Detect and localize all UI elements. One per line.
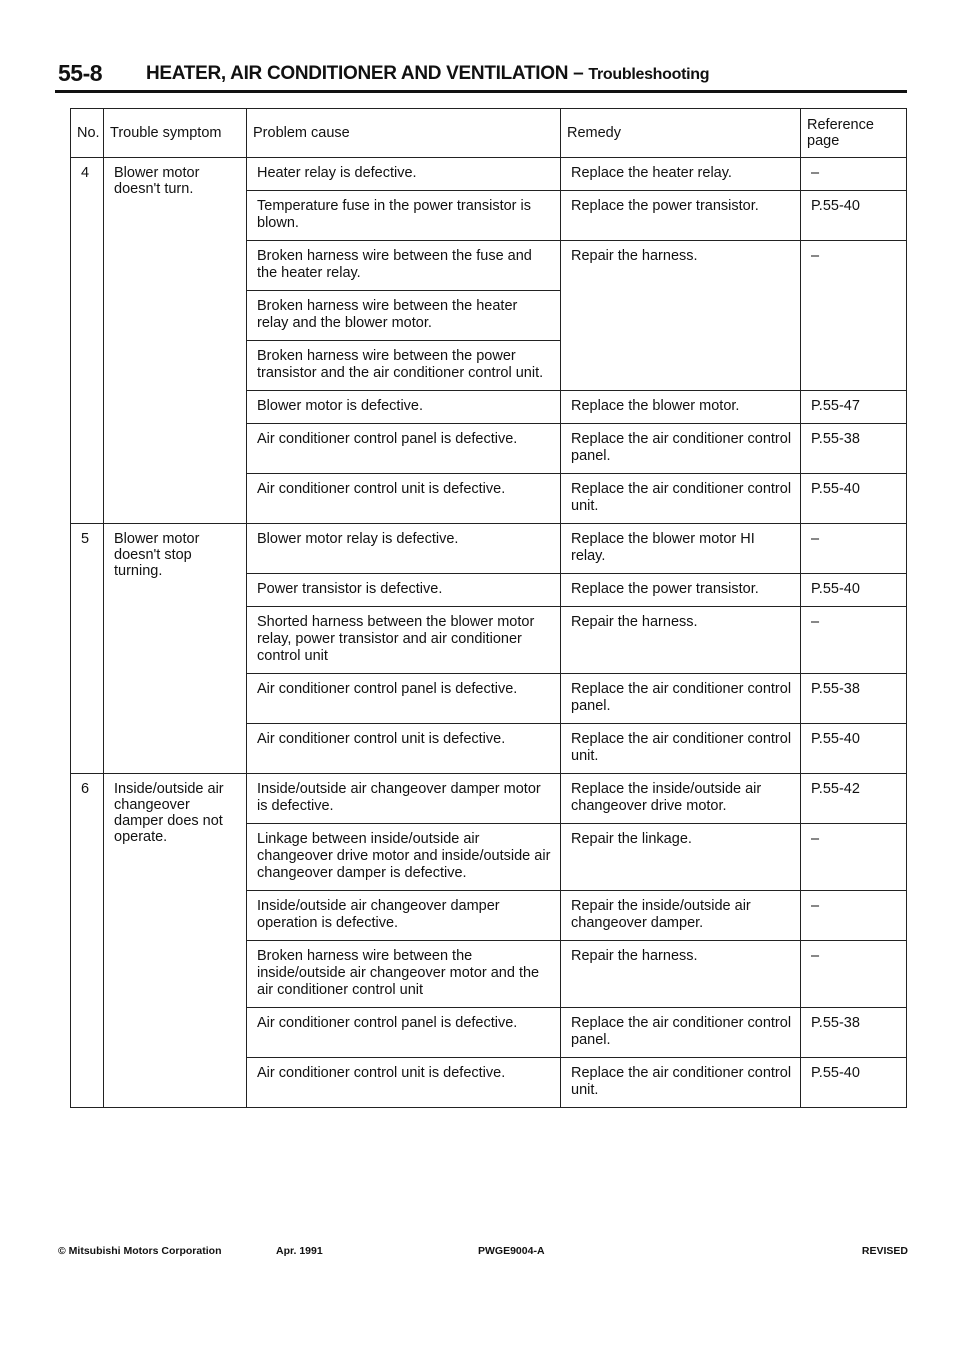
remedy: Repair the inside/outside air changeover damper. [561, 891, 801, 941]
remedy: Replace the air conditioner control panel. [561, 1008, 801, 1058]
troubleshooting-table [70, 108, 907, 1108]
footer-status: REVISED [861, 1245, 908, 1257]
page-footer [58, 1245, 908, 1261]
section-number: 55-8 [58, 60, 103, 86]
title-main: HEATER, AIR CONDITIONER AND VENTILATION [146, 63, 569, 84]
table-row [71, 774, 907, 824]
trouble-number: 5 [71, 524, 104, 774]
reference-page: P.55-40 [801, 191, 907, 241]
reference-page: P.55-38 [801, 424, 907, 474]
reference-page: P.55-42 [801, 774, 907, 824]
header-reference-page: Reference page [801, 109, 907, 158]
title-separator: – [573, 63, 584, 84]
reference-page: – [801, 241, 907, 391]
table-header-row [71, 109, 907, 158]
reference-page: P.55-38 [801, 674, 907, 724]
problem-cause: Linkage between inside/outside air changeover drive motor and inside/outside air changeover damper is defective. [247, 824, 561, 891]
table-row [71, 524, 907, 574]
trouble-symptom: Inside/outside air changeover damper does not operate. [104, 774, 247, 1108]
remedy: Replace the air conditioner control panel. [561, 674, 801, 724]
header-trouble-symptom: Trouble symptom [104, 109, 247, 158]
reference-page: P.55-40 [801, 574, 907, 607]
problem-cause: Power transistor is defective. [247, 574, 561, 607]
remedy: Repair the linkage. [561, 824, 801, 891]
remedy: Replace the air conditioner control unit. [561, 1058, 801, 1108]
reference-page: P.55-38 [801, 1008, 907, 1058]
footer-copyright: © Mitsubishi Motors Corporation [58, 1245, 222, 1257]
problem-cause: Broken harness wire between the fuse and the heater relay. [247, 241, 561, 291]
remedy: Repair the harness. [561, 941, 801, 1008]
reference-page: P.55-40 [801, 724, 907, 774]
trouble-symptom: Blower motor doesn't stop turning. [104, 524, 247, 774]
remedy: Replace the heater relay. [561, 158, 801, 191]
remedy: Repair the harness. [561, 607, 801, 674]
problem-cause: Inside/outside air changeover damper motor is defective. [247, 774, 561, 824]
remedy: Replace the power transistor. [561, 574, 801, 607]
reference-page: P.55-40 [801, 474, 907, 524]
reference-page: – [801, 158, 907, 191]
trouble-symptom: Blower motor doesn't turn. [104, 158, 247, 524]
remedy: Replace the blower motor HI relay. [561, 524, 801, 574]
reference-page: – [801, 891, 907, 941]
problem-cause: Broken harness wire between the inside/outside air changeover motor and the air conditioner control unit [247, 941, 561, 1008]
problem-cause: Air conditioner control unit is defective. [247, 1058, 561, 1108]
remedy: Repair the harness. [561, 241, 801, 391]
reference-page: – [801, 824, 907, 891]
reference-page: P.55-47 [801, 391, 907, 424]
title-subtitle: Troubleshooting [588, 66, 710, 83]
remedy: Replace the air conditioner control unit. [561, 724, 801, 774]
page-title [146, 63, 709, 85]
problem-cause: Blower motor relay is defective. [247, 524, 561, 574]
problem-cause: Heater relay is defective. [247, 158, 561, 191]
header-problem-cause: Problem cause [247, 109, 561, 158]
remedy: Replace the air conditioner control panel. [561, 424, 801, 474]
problem-cause: Shorted harness between the blower motor relay, power transistor and air conditioner control unit [247, 607, 561, 674]
trouble-number: 4 [71, 158, 104, 524]
problem-cause: Broken harness wire between the heater relay and the blower motor. [247, 291, 561, 341]
problem-cause: Broken harness wire between the power transistor and the air conditioner control unit. [247, 341, 561, 391]
problem-cause: Inside/outside air changeover damper operation is defective. [247, 891, 561, 941]
problem-cause: Air conditioner control unit is defective. [247, 724, 561, 774]
remedy: Replace the blower motor. [561, 391, 801, 424]
header-remedy: Remedy [561, 109, 801, 158]
problem-cause: Blower motor is defective. [247, 391, 561, 424]
remedy: Replace the power transistor. [561, 191, 801, 241]
reference-page: – [801, 524, 907, 574]
reference-page: – [801, 941, 907, 1008]
trouble-number: 6 [71, 774, 104, 1108]
header-rule [55, 90, 907, 93]
table-row [71, 158, 907, 191]
problem-cause: Air conditioner control panel is defective. [247, 1008, 561, 1058]
header-no: No. [71, 109, 104, 158]
footer-doc-code: PWGE9004-A [478, 1245, 545, 1257]
problem-cause: Air conditioner control panel is defective. [247, 424, 561, 474]
reference-page: P.55-40 [801, 1058, 907, 1108]
remedy: Replace the inside/outside air changeover drive motor. [561, 774, 801, 824]
problem-cause: Air conditioner control unit is defective. [247, 474, 561, 524]
page-header [58, 60, 908, 90]
remedy: Replace the air conditioner control unit. [561, 474, 801, 524]
reference-page: – [801, 607, 907, 674]
footer-date: Apr. 1991 [276, 1245, 323, 1257]
problem-cause: Air conditioner control panel is defective. [247, 674, 561, 724]
problem-cause: Temperature fuse in the power transistor is blown. [247, 191, 561, 241]
